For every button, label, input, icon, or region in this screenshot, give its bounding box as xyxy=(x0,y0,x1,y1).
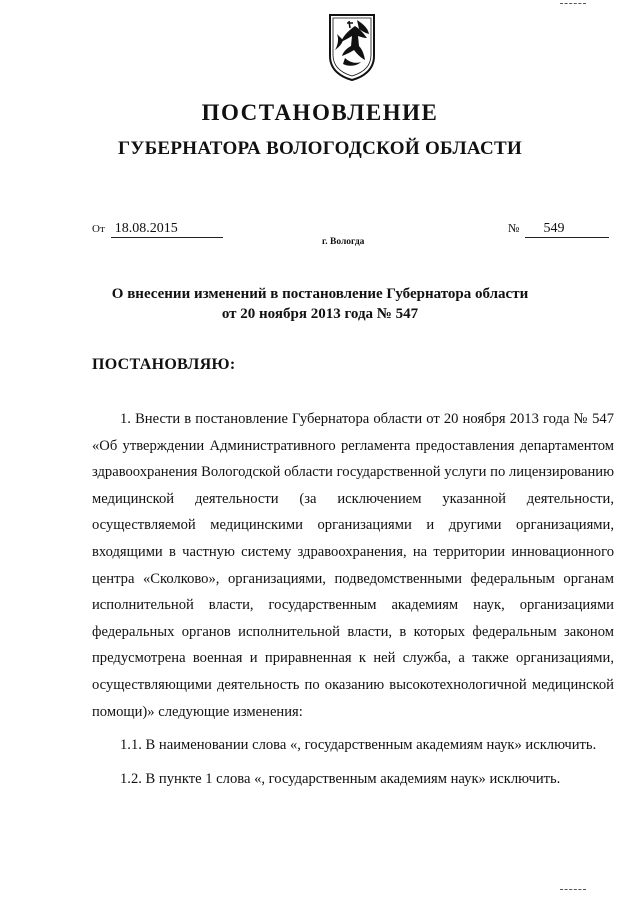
paragraph-1-2: 1.2. В пункте 1 слова «, государственным академиям наук» исключить. xyxy=(120,770,561,787)
scan-mark-top xyxy=(560,3,586,5)
document-title: ПОСТАНОВЛЕНИЕ xyxy=(201,100,439,125)
decree-heading: ПОСТАНОВЛЯЮ: xyxy=(92,356,236,373)
paragraph-1: 1. Внести в постановление Губернатора области от 20 ноября 2013 года № 547 «Об утверждении Административного регламента предоставления департаментом здравоохранения Вологодской области государственной услуги по лицензированию медицинской деятельности (за исключением указанной деятельности, осуществляемой медицинскими организациями и другими организациями, входящими в частную систему здравоохранения, на территории инновационного центра «Сколково», организациями, подведомственными федеральным органам исполнительной власти, государственным академиям наук, организациями федеральных органов исполнительной власти, в которых федеральным законом предусмотрена военная и приравненная к ней служба, а также организациями, осуществляющими деятельность по оказанию высокотехнологичной медицинской помощи)» следующие изменения: xyxy=(92,411,614,720)
document-date: 18.08.2015 xyxy=(111,221,223,238)
scan-mark-bottom xyxy=(560,889,586,891)
issuer-title: ГУБЕРНАТОРА ВОЛОГОДСКОЙ ОБЛАСТИ xyxy=(117,138,523,159)
paragraph-1-1: 1.1. В наименовании слова «, государственным академиям наук» исключить. xyxy=(120,737,597,754)
subject-line-2: от 20 ноября 2013 года № 547 xyxy=(221,306,419,322)
city-label: г. Вологда xyxy=(322,237,365,247)
subject-line-1: О внесении изменений в постановление Губернатора области xyxy=(111,286,529,302)
document-body xyxy=(92,406,614,792)
document-number-row xyxy=(508,221,609,238)
vologda-coat-of-arms-icon xyxy=(327,12,377,82)
date-prefix: От xyxy=(92,223,105,235)
document-subject xyxy=(0,284,640,324)
document-date-row xyxy=(92,221,223,238)
document-number: 549 xyxy=(525,221,609,238)
number-prefix: № xyxy=(508,221,520,235)
